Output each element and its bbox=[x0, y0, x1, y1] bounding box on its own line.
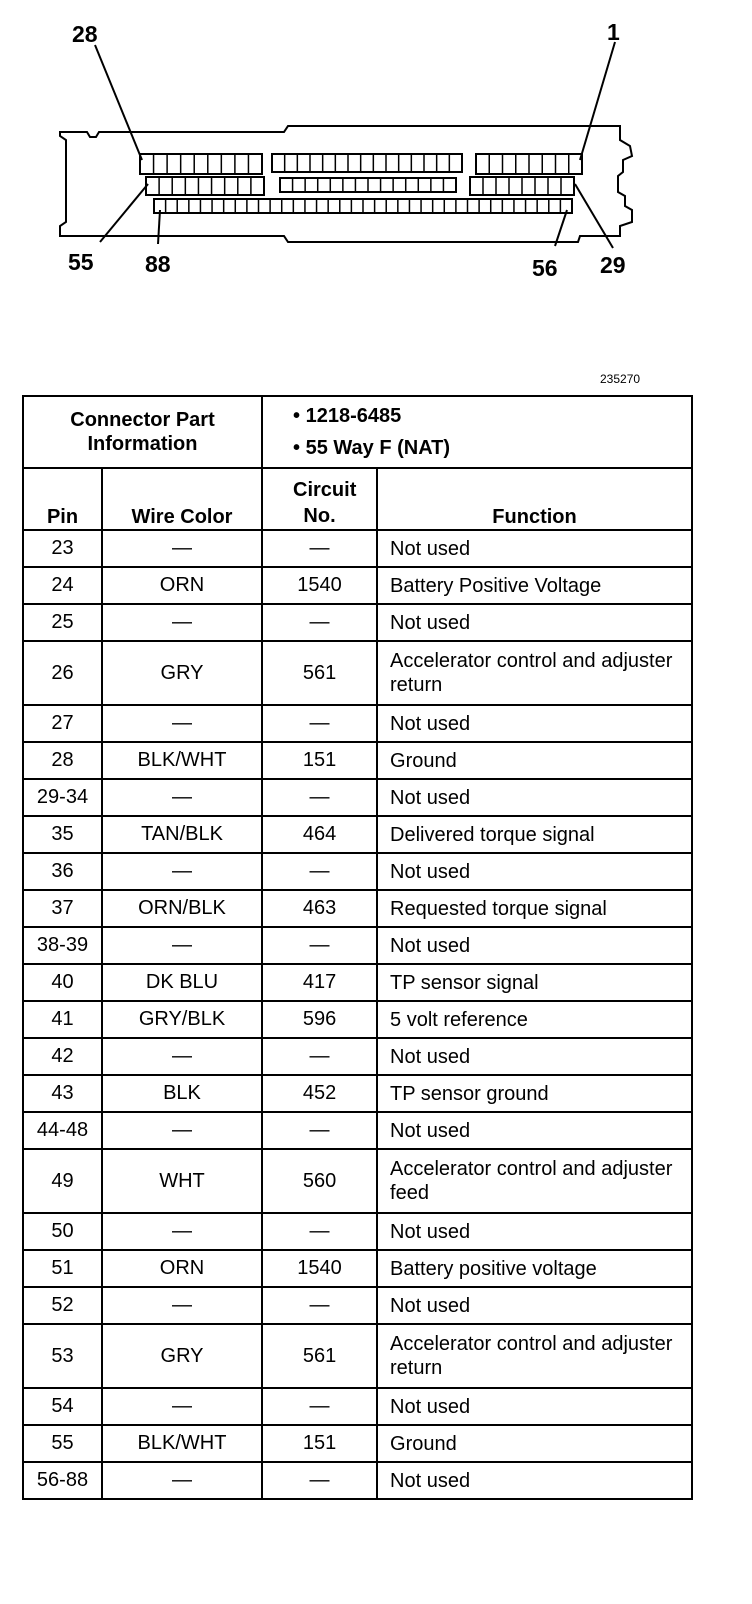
cavity-frame bbox=[272, 154, 462, 172]
pin-cell: 55 bbox=[23, 1425, 102, 1462]
pin-label-28: 28 bbox=[72, 21, 98, 47]
pin-cell: 49 bbox=[23, 1149, 102, 1213]
circuit-cell: — bbox=[262, 1038, 377, 1075]
pin-cell: 51 bbox=[23, 1250, 102, 1287]
top-row-mid bbox=[272, 154, 462, 172]
circuit-cell: 151 bbox=[262, 1425, 377, 1462]
wire-color-cell: WHT bbox=[102, 1149, 262, 1213]
function-cell: Not used bbox=[377, 530, 692, 567]
table-row bbox=[23, 604, 692, 641]
function-cell: Ground bbox=[377, 1425, 692, 1462]
pin-cell: 44-48 bbox=[23, 1112, 102, 1149]
function-cell: Battery Positive Voltage bbox=[377, 567, 692, 604]
function-cell: Not used bbox=[377, 1388, 692, 1425]
leader-line-1 bbox=[580, 42, 615, 160]
function-cell: Not used bbox=[377, 1287, 692, 1324]
col-header-wire-color: Wire Color bbox=[102, 468, 262, 530]
top-row-right bbox=[476, 154, 582, 174]
table-row bbox=[23, 779, 692, 816]
function-cell: Not used bbox=[377, 927, 692, 964]
table-row bbox=[23, 1388, 692, 1425]
cavity-frame bbox=[140, 154, 262, 174]
column-header-row bbox=[23, 468, 692, 530]
circuit-cell: — bbox=[262, 1213, 377, 1250]
col-header-circuit: Circuit No. bbox=[262, 468, 377, 530]
wire-color-cell: ORN bbox=[102, 1250, 262, 1287]
circuit-cell: 463 bbox=[262, 890, 377, 927]
wire-color-cell: ORN bbox=[102, 567, 262, 604]
function-cell: Not used bbox=[377, 1038, 692, 1075]
function-cell: Delivered torque signal bbox=[377, 816, 692, 853]
function-cell: 5 volt reference bbox=[377, 1001, 692, 1038]
wire-color-cell: BLK/WHT bbox=[102, 742, 262, 779]
circuit-cell: 560 bbox=[262, 1149, 377, 1213]
circuit-cell: — bbox=[262, 1388, 377, 1425]
circuit-cell: 1540 bbox=[262, 567, 377, 604]
circuit-cell: — bbox=[262, 705, 377, 742]
circuit-cell: — bbox=[262, 530, 377, 567]
function-cell: Not used bbox=[377, 1112, 692, 1149]
function-cell: Not used bbox=[377, 1462, 692, 1499]
table-row bbox=[23, 816, 692, 853]
pinout-table bbox=[22, 395, 693, 1500]
function-cell: Battery positive voltage bbox=[377, 1250, 692, 1287]
bottom-row bbox=[154, 199, 572, 213]
col-header-function: Function bbox=[377, 468, 692, 530]
wire-color-cell: — bbox=[102, 853, 262, 890]
wire-color-cell: BLK bbox=[102, 1075, 262, 1112]
pin-cell: 37 bbox=[23, 890, 102, 927]
mid-row-mid bbox=[280, 178, 456, 192]
pin-label-1: 1 bbox=[607, 19, 620, 45]
wire-color-cell: GRY bbox=[102, 1324, 262, 1388]
circuit-cell: 1540 bbox=[262, 1250, 377, 1287]
part-number-item: • 1218-6485 bbox=[293, 405, 402, 427]
table-row bbox=[23, 1324, 692, 1388]
pin-cell: 42 bbox=[23, 1038, 102, 1075]
col-header-pin: Pin bbox=[23, 468, 102, 530]
mid-row-left bbox=[146, 177, 264, 195]
function-cell: Not used bbox=[377, 604, 692, 641]
circuit-cell: — bbox=[262, 927, 377, 964]
pin-cell: 53 bbox=[23, 1324, 102, 1388]
cavity-frame bbox=[146, 177, 264, 195]
wire-color-cell: — bbox=[102, 705, 262, 742]
pin-cell: 35 bbox=[23, 816, 102, 853]
function-cell: TP sensor ground bbox=[377, 1075, 692, 1112]
circuit-cell: 417 bbox=[262, 964, 377, 1001]
circuit-cell: 561 bbox=[262, 641, 377, 705]
table-row bbox=[23, 641, 692, 705]
table-row bbox=[23, 1213, 692, 1250]
figure-id: 235270 bbox=[600, 372, 641, 386]
part-number: 1218-6485 bbox=[305, 405, 402, 427]
pin-cell: 23 bbox=[23, 530, 102, 567]
circuit-cell: — bbox=[262, 1462, 377, 1499]
function-cell: Not used bbox=[377, 705, 692, 742]
wire-color-cell: — bbox=[102, 1213, 262, 1250]
circuit-cell: — bbox=[262, 1287, 377, 1324]
circuit-cell: 452 bbox=[262, 1075, 377, 1112]
table-row bbox=[23, 1462, 692, 1499]
connector-info-header: Connector Part Information bbox=[23, 396, 262, 468]
table-row bbox=[23, 1425, 692, 1462]
leader-line-55 bbox=[100, 184, 148, 242]
function-cell: Not used bbox=[377, 779, 692, 816]
circuit-cell: 151 bbox=[262, 742, 377, 779]
pin-cell: 56-88 bbox=[23, 1462, 102, 1499]
function-cell: Not used bbox=[377, 1213, 692, 1250]
wire-color-cell: — bbox=[102, 927, 262, 964]
description-item: • 55 Way F (NAT) bbox=[293, 437, 451, 459]
connector-info-values bbox=[262, 396, 692, 468]
table-row bbox=[23, 964, 692, 1001]
pin-cell: 50 bbox=[23, 1213, 102, 1250]
pin-label-88: 88 bbox=[145, 251, 171, 277]
table-row bbox=[23, 1001, 692, 1038]
leader-line-29 bbox=[575, 184, 613, 248]
function-cell: Accelerator control and adjuster feed bbox=[377, 1149, 692, 1213]
table-row bbox=[23, 1112, 692, 1149]
circuit-cell: — bbox=[262, 604, 377, 641]
wire-color-cell: — bbox=[102, 1462, 262, 1499]
function-cell: Accelerator control and adjuster return bbox=[377, 1324, 692, 1388]
pin-cell: 36 bbox=[23, 853, 102, 890]
wire-color-cell: — bbox=[102, 604, 262, 641]
table-row bbox=[23, 1149, 692, 1213]
wire-color-cell: — bbox=[102, 1038, 262, 1075]
connector-diagram bbox=[0, 0, 752, 300]
circuit-cell: 596 bbox=[262, 1001, 377, 1038]
leader-line-28 bbox=[95, 45, 142, 160]
pin-cell: 25 bbox=[23, 604, 102, 641]
table-row bbox=[23, 1287, 692, 1324]
circuit-cell: 561 bbox=[262, 1324, 377, 1388]
wire-color-cell: TAN/BLK bbox=[102, 816, 262, 853]
pin-cell: 41 bbox=[23, 1001, 102, 1038]
pin-cell: 52 bbox=[23, 1287, 102, 1324]
table-row bbox=[23, 1038, 692, 1075]
pin-cell: 29-34 bbox=[23, 779, 102, 816]
pin-cell: 28 bbox=[23, 742, 102, 779]
table-row bbox=[23, 742, 692, 779]
circuit-cell: — bbox=[262, 853, 377, 890]
wire-color-cell: DK BLU bbox=[102, 964, 262, 1001]
table-row bbox=[23, 1250, 692, 1287]
pin-cell: 54 bbox=[23, 1388, 102, 1425]
pin-cell: 38-39 bbox=[23, 927, 102, 964]
table-row bbox=[23, 705, 692, 742]
table-row bbox=[23, 853, 692, 890]
pin-label-56: 56 bbox=[532, 255, 558, 281]
pin-label-29: 29 bbox=[600, 252, 626, 278]
wire-color-cell: BLK/WHT bbox=[102, 1425, 262, 1462]
function-cell: Not used bbox=[377, 853, 692, 890]
pin-cell: 24 bbox=[23, 567, 102, 604]
table-row bbox=[23, 927, 692, 964]
wire-color-cell: — bbox=[102, 530, 262, 567]
wire-color-cell: — bbox=[102, 1287, 262, 1324]
wire-color-cell: — bbox=[102, 1112, 262, 1149]
pin-cell: 26 bbox=[23, 641, 102, 705]
table-row bbox=[23, 530, 692, 567]
mid-row-right bbox=[470, 177, 574, 195]
pin-cell: 27 bbox=[23, 705, 102, 742]
wire-color-cell: — bbox=[102, 779, 262, 816]
wire-color-cell: — bbox=[102, 1388, 262, 1425]
function-cell: TP sensor signal bbox=[377, 964, 692, 1001]
function-cell: Requested torque signal bbox=[377, 890, 692, 927]
table-row bbox=[23, 567, 692, 604]
connector-description: 55 Way F (NAT) bbox=[305, 437, 451, 459]
pin-label-55: 55 bbox=[68, 249, 94, 275]
table-row bbox=[23, 1075, 692, 1112]
leader-line-56 bbox=[555, 210, 567, 246]
function-cell: Ground bbox=[377, 742, 692, 779]
wire-color-cell: GRY bbox=[102, 641, 262, 705]
connector-info-row bbox=[23, 396, 692, 468]
wire-color-cell: GRY/BLK bbox=[102, 1001, 262, 1038]
leader-line-88 bbox=[158, 210, 160, 244]
pin-cell: 43 bbox=[23, 1075, 102, 1112]
circuit-cell: — bbox=[262, 779, 377, 816]
circuit-cell: — bbox=[262, 1112, 377, 1149]
wire-color-cell: ORN/BLK bbox=[102, 890, 262, 927]
circuit-cell: 464 bbox=[262, 816, 377, 853]
table-row bbox=[23, 890, 692, 927]
pin-cell: 40 bbox=[23, 964, 102, 1001]
top-row-left bbox=[140, 154, 262, 174]
function-cell: Accelerator control and adjuster return bbox=[377, 641, 692, 705]
